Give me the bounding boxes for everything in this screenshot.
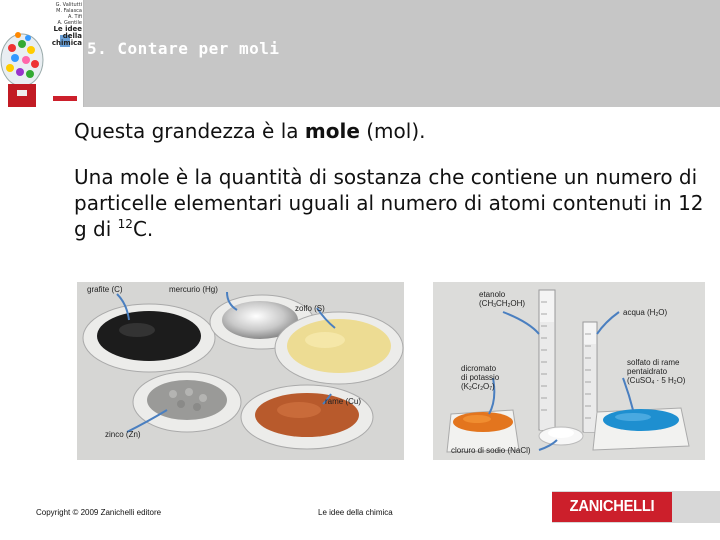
label-copper: rame (Cu) [325,397,362,406]
elements-photo [77,282,404,460]
cover-author-3: A. Tifi [68,14,82,20]
label-dichromate-2: di potassio [461,373,500,382]
label-graphite: grafite (C) [87,285,123,294]
label-sulfur: zolfo (S) [295,304,325,313]
zanichelli-logo-text: ZANICHELLI [569,498,655,515]
label-water: acqua $(H_2O)$ [623,308,668,318]
cover-book-title-1: Le idee della [53,25,82,40]
label-dichromate-formula: $(K_2Cr_2O_7)$ [461,382,495,392]
para1-bold-term: mole [304,119,360,143]
cover-author-1: G. Valitutti [55,2,82,8]
label-mercury: mercurio (Hg) [169,285,218,294]
cover-author-4: A. Gentile [57,20,82,26]
para2-text: Una mole è la quantità di sostanza che contiene un numero di particelle elementari uguali al numero di atomi contenuti in 12 g di [74,165,704,241]
book-cover-thumbnail [0,0,84,107]
isotope-mass-number: 12 [117,217,133,231]
label-ethanol-formula: $(CH_3CH_2OH)$ [479,299,526,309]
cover-author-2: M. Falasca [56,8,82,14]
label-copper-sulfate-2: pentaidrato [627,367,668,376]
paragraph-mole-quantity [74,164,704,242]
label-dichromate-1: dicromato [461,364,497,373]
label-copper-sulfate-1: solfato di rame [627,358,680,367]
label-sodium-chloride: cloruro di sodio (NaCl) [451,446,531,455]
footer-book-title: Le idee della chimica [318,508,393,517]
compounds-photo [433,282,705,460]
zanichelli-logo [552,492,672,522]
footer-copyright: Copyright © 2009 Zanichelli editore [36,508,162,517]
cover-book-title-2: chimica [51,39,82,47]
para1-text: Questa grandezza è la [74,119,305,143]
label-zinc: zinco (Zn) [105,430,141,439]
paragraph-mole-definition [74,118,704,144]
slide-title: 5. Contare per moli [87,39,280,58]
para1-text-end: (mol). [359,119,426,143]
label-ethanol-name: etanolo [479,290,506,299]
label-copper-sulfate-formula: (CuSO$_4$ · 5 $H_2O$) [627,376,686,386]
cover-publisher-bar [53,96,77,101]
cover-title [34,2,82,47]
para2-text-end: C. [132,217,154,241]
